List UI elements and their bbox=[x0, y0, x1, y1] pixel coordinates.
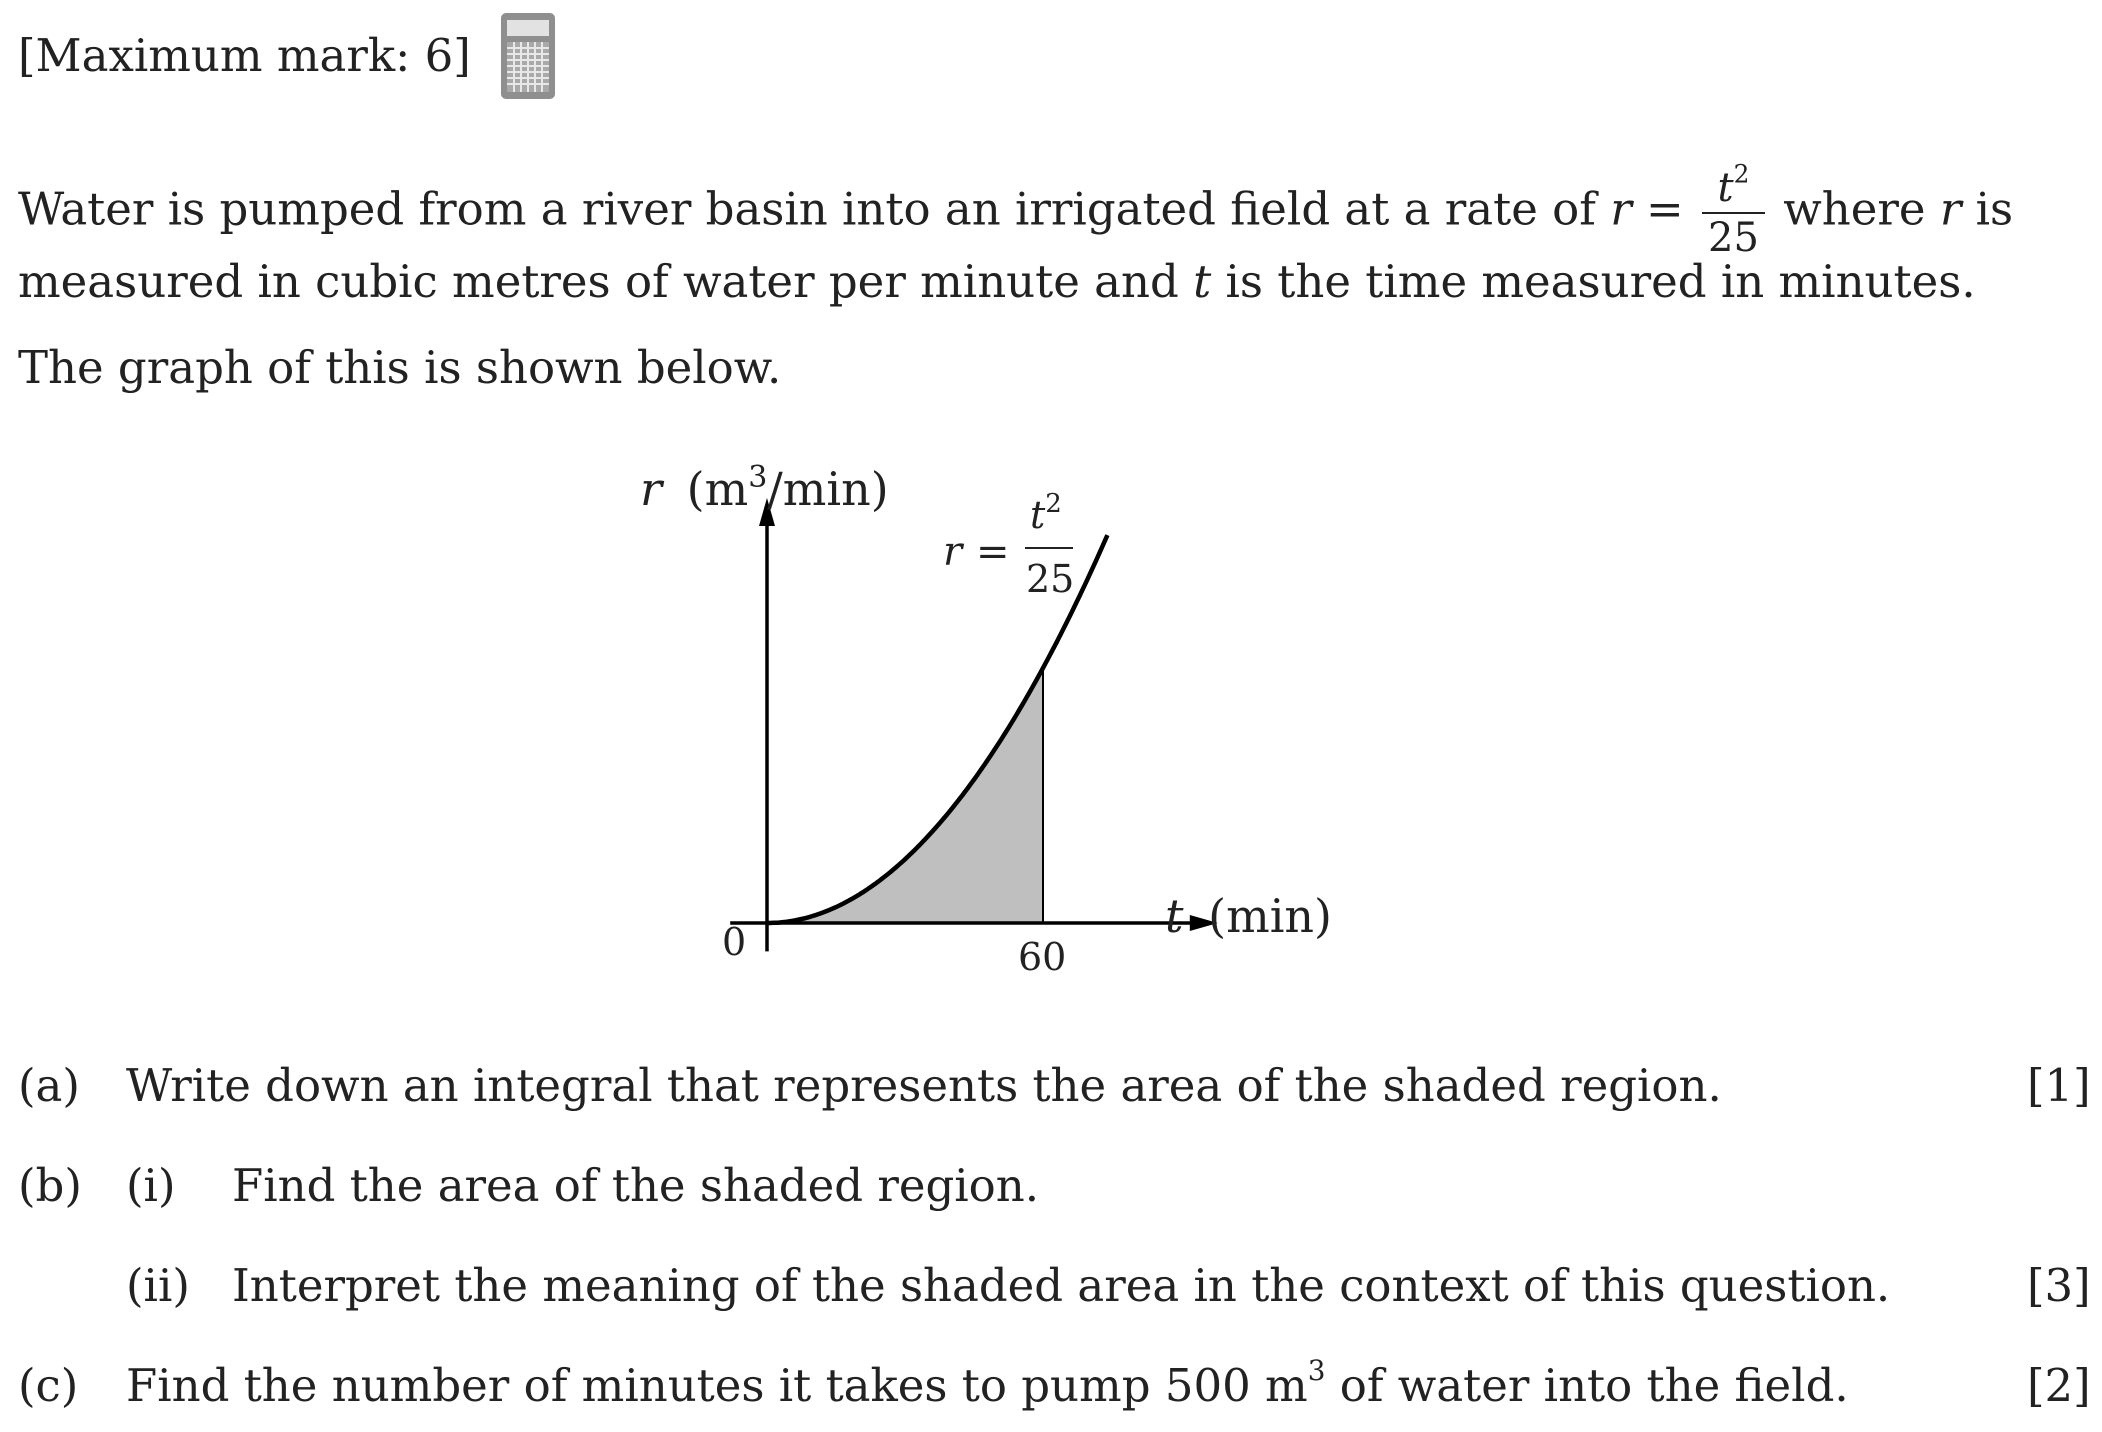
rate-fraction: $\frac{t^2}{25}$ bbox=[1702, 164, 1765, 262]
part-c-text: Find the number of minutes it takes to pump 500 $m^3$ of water into the field. bbox=[126, 1354, 1849, 1412]
part-a-marks: [1] bbox=[2027, 1059, 2091, 1112]
part-b-ii-text: Interpret the meaning of the shaded area in the context of this question. bbox=[232, 1259, 1891, 1312]
part-b-label: (b) bbox=[18, 1159, 82, 1212]
maximum-mark: [Maximum mark: 6] bbox=[18, 29, 471, 82]
intro-line-3: The graph of this is shown below. bbox=[18, 341, 782, 394]
shaded-region bbox=[767, 668, 1043, 923]
intro-line-1: Water is pumped from a river basin into an irrigated field at a rate of r = $\frac{t^2}{25}$ where r is bbox=[18, 159, 2014, 261]
tick-label-60: 60 bbox=[1018, 935, 1067, 979]
origin-label: 0 bbox=[722, 920, 747, 964]
curve-label-numerator: $t^2$ bbox=[1030, 489, 1062, 537]
part-a-label: (a) bbox=[18, 1059, 80, 1112]
curve-label-equals: = bbox=[976, 529, 1010, 575]
curve-label-r: r bbox=[943, 529, 963, 575]
part-b-i-text: Find the area of the shaded region. bbox=[232, 1159, 1040, 1212]
part-b-ii-label: (ii) bbox=[126, 1259, 190, 1312]
part-b-i-label: (i) bbox=[126, 1159, 176, 1212]
part-b-marks: [3] bbox=[2027, 1259, 2091, 1312]
part-c-label: (c) bbox=[18, 1359, 79, 1412]
part-c-marks: [2] bbox=[2027, 1359, 2091, 1412]
t-axis-label: t (min) bbox=[1165, 889, 1332, 943]
curve-label-denominator: 25 bbox=[1026, 557, 1075, 601]
intro-line-2: measured in cubic metres of water per minute and t is the time measured in minutes. bbox=[18, 255, 1976, 308]
part-a-text: Write down an integral that represents the area of the shaded region. bbox=[126, 1059, 1722, 1112]
r-axis-label: r $(m^3/\min)$ bbox=[640, 460, 889, 516]
